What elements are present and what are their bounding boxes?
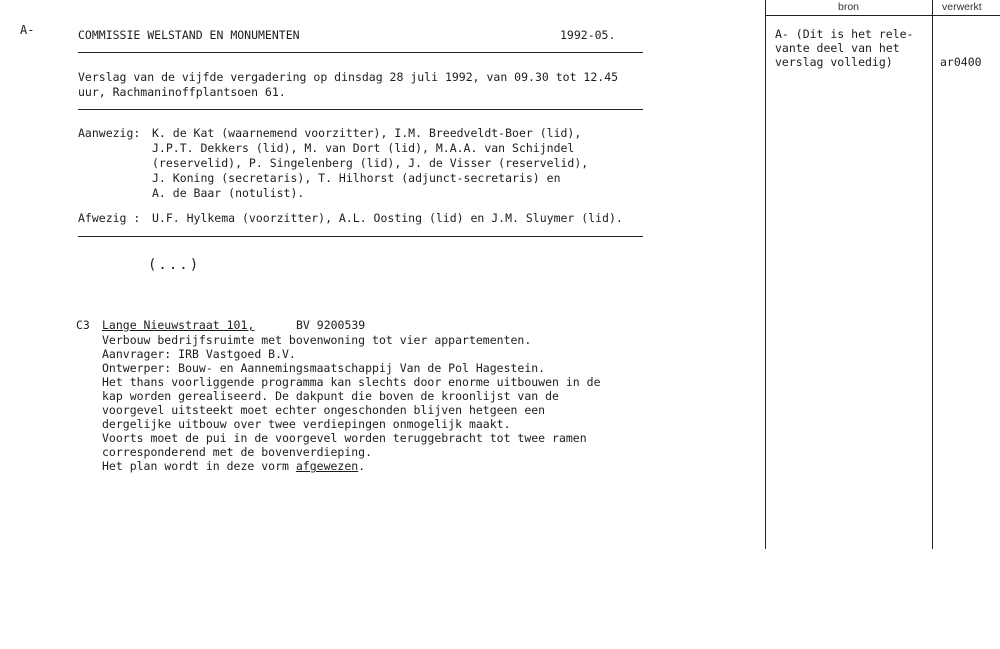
item-line: Het thans voorliggende programma kan slechts door enorme uitbouwen in de bbox=[102, 375, 601, 389]
column-rule-left bbox=[765, 0, 766, 549]
verwerkt-column-header: verwerkt bbox=[942, 1, 982, 13]
present-line: (reservelid), P. Singelenberg (lid), J. de Visser (reservelid), bbox=[152, 156, 589, 170]
item-line: voorgevel uitsteekt moet echter ongeschonden blijven hetgeen een bbox=[102, 403, 546, 417]
present-line: A. de Baar (notulist). bbox=[152, 186, 305, 200]
margin-mark: A- bbox=[20, 23, 35, 37]
item-line: corresponderend met de bovenverdieping. bbox=[102, 445, 373, 459]
item-final-line bbox=[102, 459, 365, 473]
absent-label: Afwezig : bbox=[78, 211, 141, 225]
item-line: dergelijke uitbouw over twee verdiepingen onmogelijk maakt. bbox=[102, 417, 511, 431]
item-line: kap worden gerealiseerd. De dakpunt die boven de kroonlijst van de bbox=[102, 389, 559, 403]
bron-column-header: bron bbox=[838, 1, 860, 13]
bron-note-line: A- (Dit is het rele- bbox=[775, 27, 914, 41]
item-final-suffix: . bbox=[358, 459, 366, 473]
omission-marker: (...) bbox=[148, 257, 201, 273]
present-line: J. Koning (secretaris), T. Hilhorst (adjunct-secretaris) en bbox=[152, 171, 561, 185]
present-label: Aanwezig: bbox=[78, 126, 141, 140]
item-final-prefix: Het plan wordt in deze vorm bbox=[102, 459, 289, 473]
divider bbox=[78, 236, 643, 237]
header-rule bbox=[765, 15, 1000, 16]
item-verdict: afgewezen bbox=[295, 459, 359, 473]
document-title: COMMISSIE WELSTAND EN MONUMENTEN bbox=[78, 28, 300, 42]
item-line: Aanvrager: IRB Vastgoed B.V. bbox=[102, 347, 296, 361]
intro-line: uur, Rachmaninoffplantsoen 61. bbox=[78, 85, 286, 99]
document-code: 1992-05. bbox=[560, 28, 616, 42]
present-line: J.P.T. Dekkers (lid), M. van Dort (lid), M.A.A. van Schijndel bbox=[152, 141, 575, 155]
item-bv-number: BV 9200539 bbox=[296, 318, 366, 332]
item-line: Verbouw bedrijfsruimte met bovenwoning tot vier appartementen. bbox=[102, 333, 532, 347]
present-line: K. de Kat (waarnemend voorzitter), I.M. Breedveldt-Boer (lid), bbox=[152, 126, 582, 140]
bron-note-line: verslag volledig) bbox=[775, 55, 893, 69]
bron-note-line: vante deel van het bbox=[775, 41, 900, 55]
item-line: Voorts moet de pui in de voorgevel worden teruggebracht tot twee ramen bbox=[102, 431, 587, 445]
absent-text: U.F. Hylkema (voorzitter), A.L. Oosting (lid) en J.M. Sluymer (lid). bbox=[152, 211, 623, 225]
item-number: C3 bbox=[76, 318, 90, 332]
item-line: Ontwerper: Bouw- en Aannemingsmaatschappij Van de Pol Hagestein. bbox=[102, 361, 546, 375]
divider bbox=[78, 52, 643, 53]
intro-line: Verslag van de vijfde vergadering op dinsdag 28 juli 1992, van 09.30 tot 12.45 bbox=[78, 70, 619, 84]
column-rule-middle bbox=[932, 0, 933, 549]
divider bbox=[78, 109, 643, 110]
item-address: Lange Nieuwstraat 101, bbox=[102, 318, 255, 332]
verwerkt-value: ar0400 bbox=[940, 55, 982, 69]
